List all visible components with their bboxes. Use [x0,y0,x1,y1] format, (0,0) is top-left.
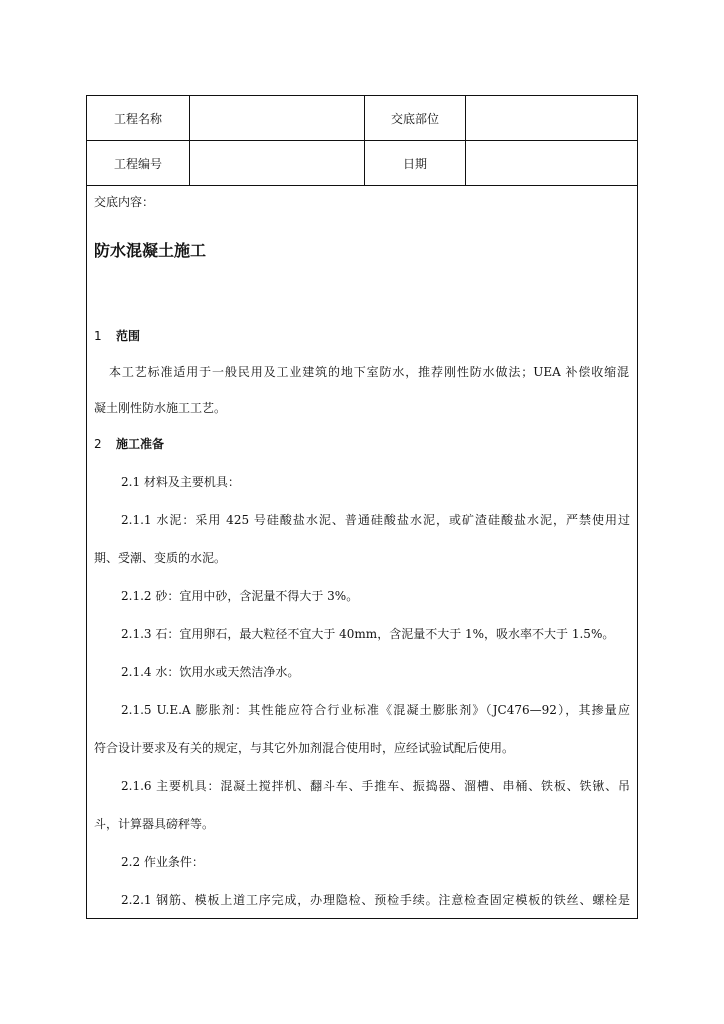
clause-2-1-5-line-1: 2.1.5 U.E.A 膨胀剂：其性能应符合行业标准《混凝土膨胀剂》（JC476—92），其掺量应 [121,703,630,717]
clause-2-1-5-line-2: 符合设计要求及有关的规定，与其它外加剂混合使用时，应经试验试配后使用。 [94,741,515,755]
clause-2-1-1-line-1: 2.1.1 水泥：采用 425 号硅酸盐水泥、普通硅酸盐水泥，或矿渣硅酸盐水泥，严禁使用过 [121,513,630,527]
content-label: 交底内容： [94,195,155,209]
handover-location-field[interactable] [466,96,637,140]
clause-2-1-2: 2.1.2 砂：宜用中砂，含泥量不得大于 3%。 [121,589,359,603]
scope-paragraph-line-2: 凝土刚性防水施工工艺。 [94,401,227,415]
date-field[interactable] [466,141,637,185]
project-name-label: 工程名称 [87,96,190,140]
section-1-title: 范围 [116,329,141,343]
document-title: 防水混凝土施工 [94,241,207,260]
scope-paragraph-line-1: 本工艺标准适用于一般民用及工业建筑的地下室防水，推荐刚性防水做法；UEA 补偿收缩混 [109,365,629,379]
section-1-number: 1 [94,329,102,343]
section-2-number: 2 [94,437,102,451]
clause-2-1-4: 2.1.4 水：饮用水或天然洁净水。 [121,665,300,679]
header-row-2 [87,141,637,186]
clause-2-1-3: 2.1.3 石：宜用卵石，最大粒径不宜大于 40mm，含泥量不大于 1%，吸水率不大于 1.5%。 [121,627,615,641]
project-name-field[interactable] [190,96,365,140]
header-row-1 [87,96,637,141]
handover-location-label: 交底部位 [365,96,466,140]
section-1-heading [94,328,644,344]
section-2-title: 施工准备 [116,437,165,451]
clause-2-2: 2.2 作业条件： [121,855,204,869]
project-no-field[interactable] [190,141,365,185]
date-label: 日期 [365,141,466,185]
clause-2-1-1-line-2: 期、受潮、变质的水泥。 [94,551,227,565]
project-no-label: 工程编号 [87,141,190,185]
section-2-heading [94,436,644,452]
clause-2-1-6-line-1: 2.1.6 主要机具：混凝土搅拌机、翻斗车、手推车、振捣器、溜槽、串桶、铁板、铁锹、吊 [121,779,630,793]
clause-2-1: 2.1 材料及主要机具： [121,475,240,489]
clause-2-2-1-line-1: 2.2.1 钢筋、模板上道工序完成，办理隐检、预检手续。注意检查固定模板的铁丝、螺栓是 [121,893,630,907]
handover-sheet [86,95,638,919]
clause-2-1-6-line-2: 斗，计算器具磅秤等。 [94,817,215,831]
